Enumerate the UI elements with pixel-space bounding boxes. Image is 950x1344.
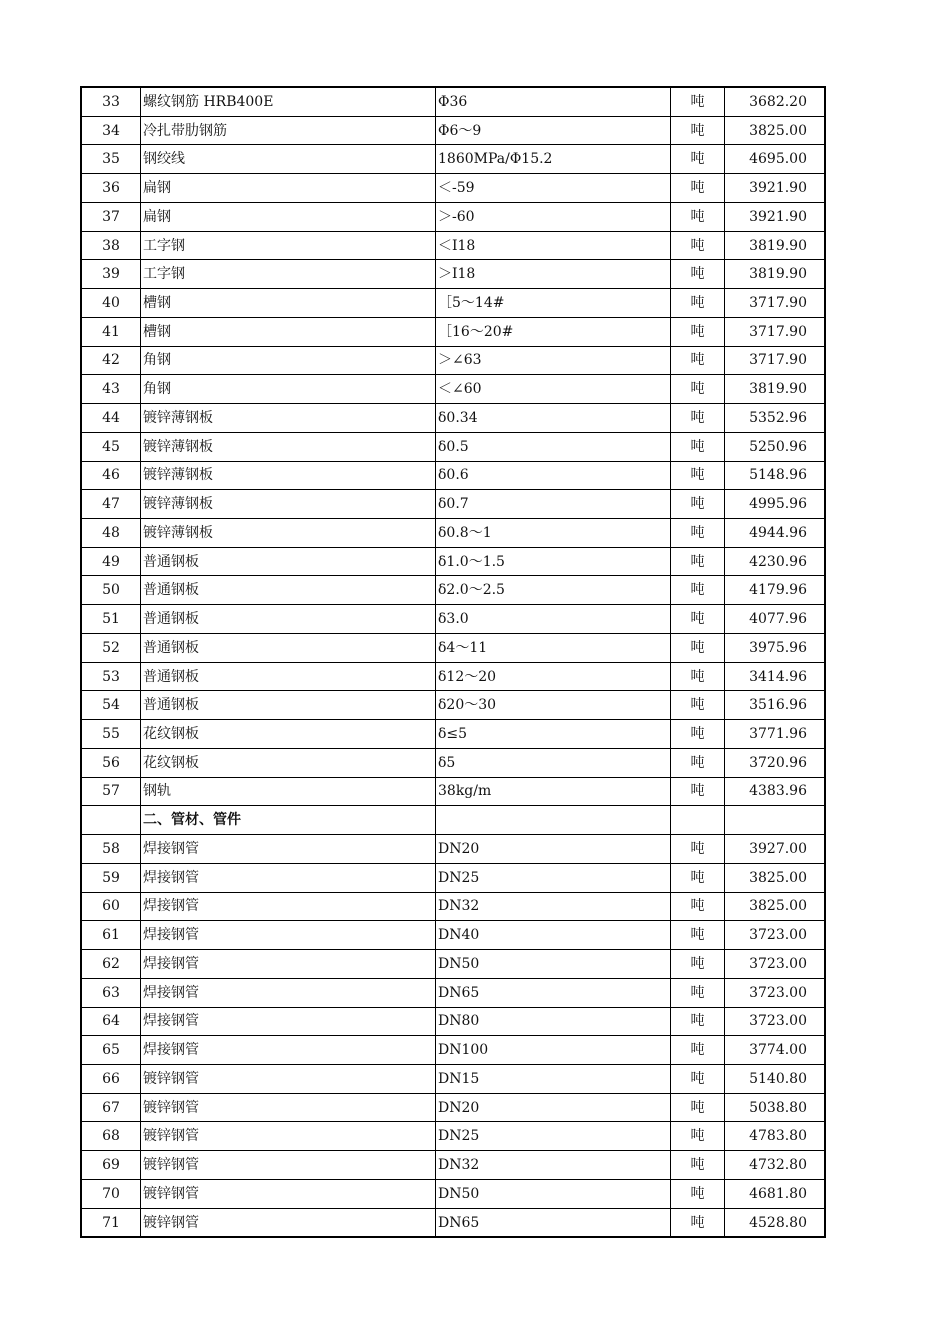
material-name-cell: 冷扎带肋钢筋 xyxy=(141,116,436,145)
unit-cell: 吨 xyxy=(671,461,725,490)
specification-cell: DN65 xyxy=(436,1208,671,1237)
specification-cell: δ0.5 xyxy=(436,432,671,461)
unit-cell: 吨 xyxy=(671,748,725,777)
unit-price-cell: 3723.00 xyxy=(725,921,826,950)
table-row xyxy=(81,921,825,950)
unit-price-cell: 3723.00 xyxy=(725,1007,826,1036)
item-number-cell: 41 xyxy=(81,317,141,346)
unit-cell: 吨 xyxy=(671,1179,725,1208)
table-row xyxy=(81,375,825,404)
table-row xyxy=(81,835,825,864)
specification-cell: ［16～20# xyxy=(436,317,671,346)
unit-cell: 吨 xyxy=(671,317,725,346)
unit-price-cell: 4179.96 xyxy=(725,576,826,605)
section-header-row xyxy=(81,806,825,835)
item-number-cell: 57 xyxy=(81,777,141,806)
unit-cell: 吨 xyxy=(671,777,725,806)
material-name-cell: 镀锌薄钢板 xyxy=(141,490,436,519)
unit-price-cell: 4528.80 xyxy=(725,1208,826,1237)
table-row xyxy=(81,231,825,260)
table-row xyxy=(81,1179,825,1208)
unit-price-cell: 3717.90 xyxy=(725,289,826,318)
unit-price-cell: 4077.96 xyxy=(725,605,826,634)
material-name-cell: 普通钢板 xyxy=(141,547,436,576)
table-row xyxy=(81,1036,825,1065)
item-number-cell: 46 xyxy=(81,461,141,490)
unit-cell: 吨 xyxy=(671,1064,725,1093)
unit-price-cell: 3819.90 xyxy=(725,375,826,404)
unit-cell: 吨 xyxy=(671,1036,725,1065)
table-row xyxy=(81,748,825,777)
specification-cell: δ2.0～2.5 xyxy=(436,576,671,605)
item-number-cell: 34 xyxy=(81,116,141,145)
unit-cell: 吨 xyxy=(671,863,725,892)
unit-cell: 吨 xyxy=(671,978,725,1007)
table-row xyxy=(81,317,825,346)
item-number-cell: 40 xyxy=(81,289,141,318)
material-name-cell: 槽钢 xyxy=(141,289,436,318)
material-name-cell: 焊接钢管 xyxy=(141,835,436,864)
material-name-cell: 焊接钢管 xyxy=(141,921,436,950)
unit-cell: 吨 xyxy=(671,231,725,260)
specification-cell: ＞-60 xyxy=(436,202,671,231)
item-number-cell: 43 xyxy=(81,375,141,404)
specification-cell: ［5～14# xyxy=(436,289,671,318)
table-row xyxy=(81,145,825,174)
material-name-cell: 花纹钢板 xyxy=(141,720,436,749)
table-row xyxy=(81,490,825,519)
unit-price-cell: 3819.90 xyxy=(725,260,826,289)
unit-price-cell xyxy=(725,806,826,835)
unit-price-cell: 3717.90 xyxy=(725,317,826,346)
specification-cell: δ1.0～1.5 xyxy=(436,547,671,576)
item-number-cell: 39 xyxy=(81,260,141,289)
table-row xyxy=(81,1122,825,1151)
specification-cell: ＜Ⅰ18 xyxy=(436,231,671,260)
unit-price-cell: 3819.90 xyxy=(725,231,826,260)
unit-price-cell: 3723.00 xyxy=(725,978,826,1007)
specification-cell xyxy=(436,806,671,835)
table-row xyxy=(81,892,825,921)
item-number-cell: 63 xyxy=(81,978,141,1007)
specification-cell: DN25 xyxy=(436,1122,671,1151)
table-row xyxy=(81,1093,825,1122)
item-number-cell: 51 xyxy=(81,605,141,634)
unit-price-cell: 5250.96 xyxy=(725,432,826,461)
unit-price-cell: 4944.96 xyxy=(725,519,826,548)
material-name-cell: 螺纹钢筋 HRB400E xyxy=(141,87,436,116)
unit-cell: 吨 xyxy=(671,1151,725,1180)
material-name-cell: 扁钢 xyxy=(141,202,436,231)
specification-cell: DN15 xyxy=(436,1064,671,1093)
item-number-cell: 66 xyxy=(81,1064,141,1093)
table-row xyxy=(81,576,825,605)
table-row xyxy=(81,404,825,433)
table-row xyxy=(81,777,825,806)
unit-price-cell: 4695.00 xyxy=(725,145,826,174)
unit-cell: 吨 xyxy=(671,375,725,404)
material-name-cell: 镀锌薄钢板 xyxy=(141,404,436,433)
specification-cell: DN40 xyxy=(436,921,671,950)
unit-price-cell: 3825.00 xyxy=(725,892,826,921)
item-number-cell: 67 xyxy=(81,1093,141,1122)
specification-cell: δ4～11 xyxy=(436,633,671,662)
unit-cell: 吨 xyxy=(671,289,725,318)
item-number-cell: 49 xyxy=(81,547,141,576)
unit-cell: 吨 xyxy=(671,145,725,174)
unit-price-cell: 3927.00 xyxy=(725,835,826,864)
unit-price-cell: 3414.96 xyxy=(725,662,826,691)
unit-price-cell: 3921.90 xyxy=(725,174,826,203)
specification-cell: DN32 xyxy=(436,1151,671,1180)
item-number-cell: 37 xyxy=(81,202,141,231)
item-number-cell: 60 xyxy=(81,892,141,921)
unit-cell: 吨 xyxy=(671,404,725,433)
material-name-cell: 花纹钢板 xyxy=(141,748,436,777)
table-row xyxy=(81,346,825,375)
unit-cell: 吨 xyxy=(671,576,725,605)
specification-cell: DN80 xyxy=(436,1007,671,1036)
unit-price-cell: 3774.00 xyxy=(725,1036,826,1065)
table-row xyxy=(81,547,825,576)
material-name-cell: 镀锌钢管 xyxy=(141,1151,436,1180)
item-number-cell: 71 xyxy=(81,1208,141,1237)
material-name-cell: 焊接钢管 xyxy=(141,863,436,892)
material-name-cell: 普通钢板 xyxy=(141,605,436,634)
item-number-cell: 38 xyxy=(81,231,141,260)
table-row xyxy=(81,289,825,318)
unit-price-cell: 3921.90 xyxy=(725,202,826,231)
specification-cell: ＜∠60 xyxy=(436,375,671,404)
specification-cell: ＞Ⅰ18 xyxy=(436,260,671,289)
specification-cell: ＜-59 xyxy=(436,174,671,203)
item-number-cell: 56 xyxy=(81,748,141,777)
price-table-body xyxy=(81,87,825,1237)
table-row xyxy=(81,432,825,461)
material-name-cell: 钢轨 xyxy=(141,777,436,806)
unit-price-cell: 3771.96 xyxy=(725,720,826,749)
table-row xyxy=(81,1208,825,1237)
item-number-cell: 62 xyxy=(81,950,141,979)
unit-price-cell: 4681.80 xyxy=(725,1179,826,1208)
material-name-cell: 角钢 xyxy=(141,375,436,404)
specification-cell: Φ36 xyxy=(436,87,671,116)
unit-price-cell: 4383.96 xyxy=(725,777,826,806)
table-row xyxy=(81,1151,825,1180)
material-name-cell: 镀锌钢管 xyxy=(141,1122,436,1151)
specification-cell: 1860MPa/Φ15.2 xyxy=(436,145,671,174)
unit-price-cell: 3717.90 xyxy=(725,346,826,375)
unit-price-cell: 3723.00 xyxy=(725,950,826,979)
specification-cell: δ5 xyxy=(436,748,671,777)
material-name-cell: 扁钢 xyxy=(141,174,436,203)
unit-price-cell: 3682.20 xyxy=(725,87,826,116)
specification-cell: δ0.34 xyxy=(436,404,671,433)
item-number-cell: 47 xyxy=(81,490,141,519)
specification-cell: DN65 xyxy=(436,978,671,1007)
material-name-cell: 焊接钢管 xyxy=(141,950,436,979)
item-number-cell: 44 xyxy=(81,404,141,433)
item-number-cell xyxy=(81,806,141,835)
unit-cell: 吨 xyxy=(671,116,725,145)
item-number-cell: 42 xyxy=(81,346,141,375)
table-row xyxy=(81,87,825,116)
unit-cell: 吨 xyxy=(671,547,725,576)
unit-price-cell: 5038.80 xyxy=(725,1093,826,1122)
table-row xyxy=(81,116,825,145)
specification-cell: DN32 xyxy=(436,892,671,921)
unit-price-cell: 3720.96 xyxy=(725,748,826,777)
material-name-cell: 焊接钢管 xyxy=(141,1036,436,1065)
table-row xyxy=(81,519,825,548)
unit-cell: 吨 xyxy=(671,835,725,864)
specification-cell: 38kg/m xyxy=(436,777,671,806)
unit-price-cell: 4230.96 xyxy=(725,547,826,576)
unit-cell: 吨 xyxy=(671,950,725,979)
unit-cell: 吨 xyxy=(671,662,725,691)
item-number-cell: 58 xyxy=(81,835,141,864)
unit-price-cell: 3516.96 xyxy=(725,691,826,720)
specification-cell: δ3.0 xyxy=(436,605,671,634)
specification-cell: ＞∠63 xyxy=(436,346,671,375)
item-number-cell: 52 xyxy=(81,633,141,662)
specification-cell: DN20 xyxy=(436,835,671,864)
table-row xyxy=(81,662,825,691)
material-name-cell: 镀锌薄钢板 xyxy=(141,432,436,461)
item-number-cell: 61 xyxy=(81,921,141,950)
table-row xyxy=(81,691,825,720)
table-row xyxy=(81,1007,825,1036)
unit-cell: 吨 xyxy=(671,605,725,634)
unit-cell: 吨 xyxy=(671,633,725,662)
specification-cell: DN50 xyxy=(436,1179,671,1208)
material-name-cell: 镀锌钢管 xyxy=(141,1179,436,1208)
material-name-cell: 焊接钢管 xyxy=(141,1007,436,1036)
item-number-cell: 35 xyxy=(81,145,141,174)
item-number-cell: 55 xyxy=(81,720,141,749)
table-row xyxy=(81,260,825,289)
material-name-cell: 镀锌薄钢板 xyxy=(141,519,436,548)
unit-cell: 吨 xyxy=(671,1208,725,1237)
item-number-cell: 53 xyxy=(81,662,141,691)
unit-cell: 吨 xyxy=(671,346,725,375)
material-name-cell: 镀锌薄钢板 xyxy=(141,461,436,490)
section-title: 二、管材、管件 xyxy=(141,806,436,835)
table-row xyxy=(81,174,825,203)
price-table xyxy=(80,86,826,1238)
unit-cell: 吨 xyxy=(671,174,725,203)
specification-cell: DN25 xyxy=(436,863,671,892)
table-row xyxy=(81,461,825,490)
material-name-cell: 普通钢板 xyxy=(141,662,436,691)
material-name-cell: 镀锌钢管 xyxy=(141,1093,436,1122)
unit-cell: 吨 xyxy=(671,202,725,231)
unit-price-cell: 5148.96 xyxy=(725,461,826,490)
unit-price-cell: 4783.80 xyxy=(725,1122,826,1151)
unit-cell: 吨 xyxy=(671,87,725,116)
item-number-cell: 54 xyxy=(81,691,141,720)
unit-cell: 吨 xyxy=(671,1007,725,1036)
item-number-cell: 33 xyxy=(81,87,141,116)
material-name-cell: 焊接钢管 xyxy=(141,892,436,921)
specification-cell: δ12～20 xyxy=(436,662,671,691)
item-number-cell: 65 xyxy=(81,1036,141,1065)
unit-cell: 吨 xyxy=(671,921,725,950)
table-row xyxy=(81,950,825,979)
table-row xyxy=(81,633,825,662)
specification-cell: δ0.7 xyxy=(436,490,671,519)
specification-cell: Φ6～9 xyxy=(436,116,671,145)
table-row xyxy=(81,605,825,634)
table-row xyxy=(81,978,825,1007)
material-name-cell: 焊接钢管 xyxy=(141,978,436,1007)
material-name-cell: 普通钢板 xyxy=(141,576,436,605)
material-name-cell: 工字钢 xyxy=(141,260,436,289)
item-number-cell: 50 xyxy=(81,576,141,605)
unit-price-cell: 5140.80 xyxy=(725,1064,826,1093)
item-number-cell: 48 xyxy=(81,519,141,548)
unit-price-cell: 3975.96 xyxy=(725,633,826,662)
unit-cell: 吨 xyxy=(671,1122,725,1151)
material-name-cell: 角钢 xyxy=(141,346,436,375)
unit-cell: 吨 xyxy=(671,1093,725,1122)
item-number-cell: 70 xyxy=(81,1179,141,1208)
material-name-cell: 普通钢板 xyxy=(141,691,436,720)
specification-cell: DN50 xyxy=(436,950,671,979)
table-row xyxy=(81,720,825,749)
unit-price-cell: 4732.80 xyxy=(725,1151,826,1180)
unit-price-cell: 4995.96 xyxy=(725,490,826,519)
material-name-cell: 镀锌钢管 xyxy=(141,1064,436,1093)
unit-cell: 吨 xyxy=(671,892,725,921)
material-name-cell: 普通钢板 xyxy=(141,633,436,662)
specification-cell: δ0.6 xyxy=(436,461,671,490)
unit-cell: 吨 xyxy=(671,519,725,548)
material-name-cell: 镀锌钢管 xyxy=(141,1208,436,1237)
item-number-cell: 69 xyxy=(81,1151,141,1180)
unit-price-cell: 3825.00 xyxy=(725,116,826,145)
item-number-cell: 64 xyxy=(81,1007,141,1036)
item-number-cell: 45 xyxy=(81,432,141,461)
specification-cell: DN100 xyxy=(436,1036,671,1065)
unit-cell: 吨 xyxy=(671,691,725,720)
item-number-cell: 36 xyxy=(81,174,141,203)
unit-cell xyxy=(671,806,725,835)
table-row xyxy=(81,202,825,231)
unit-cell: 吨 xyxy=(671,490,725,519)
unit-cell: 吨 xyxy=(671,260,725,289)
material-name-cell: 工字钢 xyxy=(141,231,436,260)
table-row xyxy=(81,1064,825,1093)
specification-cell: DN20 xyxy=(436,1093,671,1122)
unit-cell: 吨 xyxy=(671,720,725,749)
item-number-cell: 68 xyxy=(81,1122,141,1151)
unit-price-cell: 5352.96 xyxy=(725,404,826,433)
specification-cell: δ0.8～1 xyxy=(436,519,671,548)
item-number-cell: 59 xyxy=(81,863,141,892)
specification-cell: δ20～30 xyxy=(436,691,671,720)
specification-cell: δ≤5 xyxy=(436,720,671,749)
unit-cell: 吨 xyxy=(671,432,725,461)
material-name-cell: 槽钢 xyxy=(141,317,436,346)
unit-price-cell: 3825.00 xyxy=(725,863,826,892)
table-row xyxy=(81,863,825,892)
material-name-cell: 钢绞线 xyxy=(141,145,436,174)
